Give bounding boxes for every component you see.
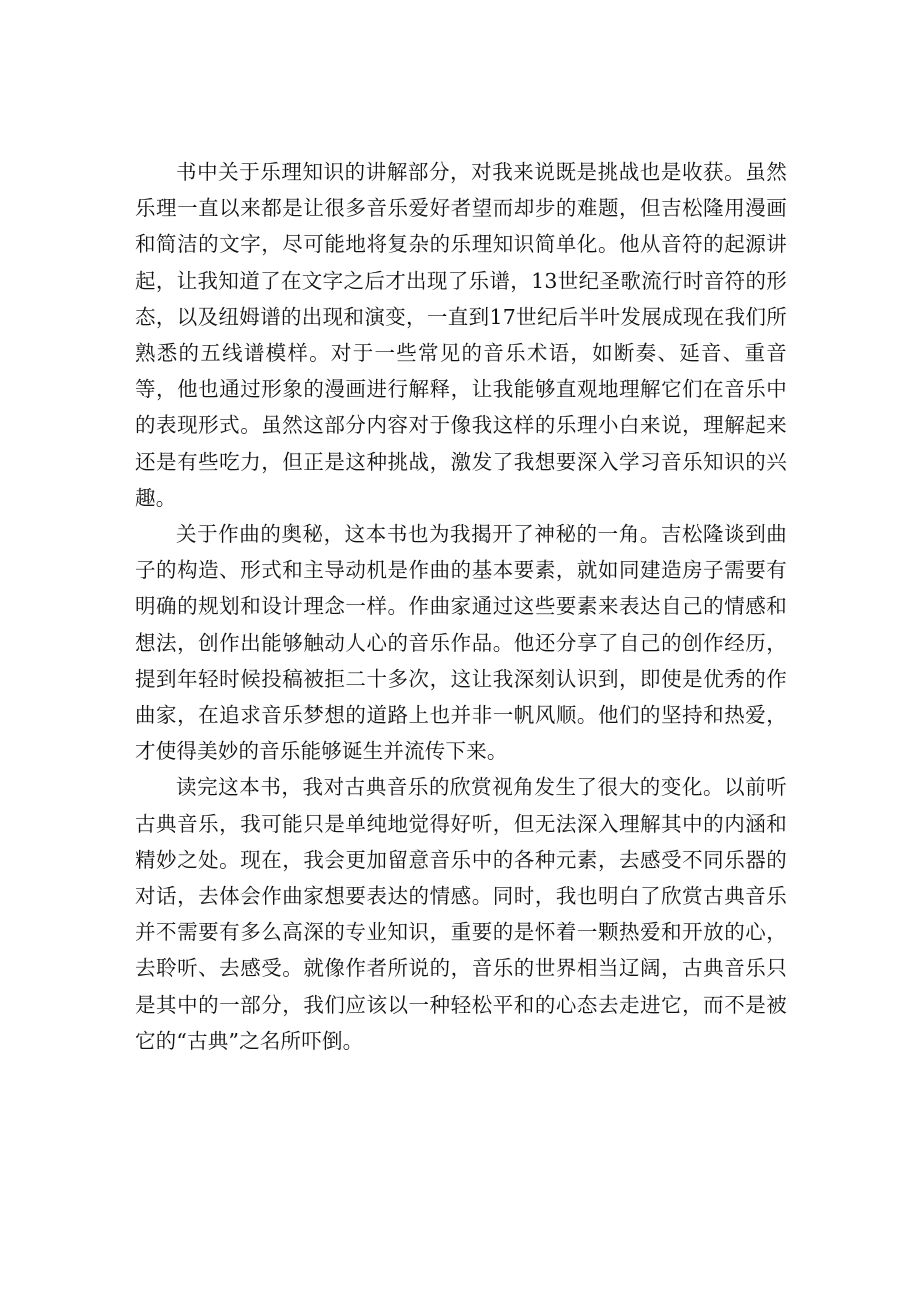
paragraph-music-theory: 书中关于乐理知识的讲解部分，对我来说既是挑战也是收获。虽然乐理一直以来都是让很多音乐爱好者望而却步的难题，但吉松隆用漫画和简洁的文字，尽可能地将复杂的乐理知识简单化。他从音符的起源讲起，让我知道了在文字之后才出现了乐谱，13世纪圣歌流行时音符的形态，以及纽姆谱的出现和演变，一直到17世纪后半叶发展成现在我们所熟悉的五线谱模样。对于一些常见的音乐术语，如断奏、延音、重音等，他也通过形象的漫画进行解释，让我能够直观地理解它们在音乐中的表现形式。虽然这部分内容对于像我这样的乐理小白来说，理解起来还是有些吃力，但正是这种挑战，激发了我想要深入学习音乐知识的兴趣。: [135, 160, 787, 510]
paragraph-composition: 关于作曲的奥秘，这本书也为我揭开了神秘的一角。吉松隆谈到曲子的构造、形式和主导动机是作曲的基本要素，就如同建造房子需要有明确的规划和设计理念一样。作曲家通过这些要素来表达自己的情感和想法，创作出能够触动人心的音乐作品。他还分享了自己的创作经历，提到年轻时候投稿被拒二十多次，这让我深刻认识到，即使是优秀的作曲家，在追求音乐梦想的道路上也并非一帆风顺。他们的坚持和热爱，才使得美妙的音乐能够诞生并流传下来。: [135, 522, 787, 764]
paragraph-appreciation: 读完这本书，我对古典音乐的欣赏视角发生了很大的变化。以前听古典音乐，我可能只是单纯地觉得好听，但无法深入理解其中的内涵和精妙之处。现在，我会更加留意音乐中的各种元素，去感受不同乐器的对话，去体会作曲家想要表达的情感。同时，我也明白了欣赏古典音乐并不需要有多么高深的专业知识，重要的是怀着一颗热爱和开放的心，去聆听、去感受。就像作者所说的，音乐的世界相当辽阔，古典音乐只是其中的一部分，我们应该以一种轻松平和的心态去走进它，而不是被它的“古典”之名所吓倒。: [135, 775, 787, 1053]
document-body: [135, 154, 787, 1059]
